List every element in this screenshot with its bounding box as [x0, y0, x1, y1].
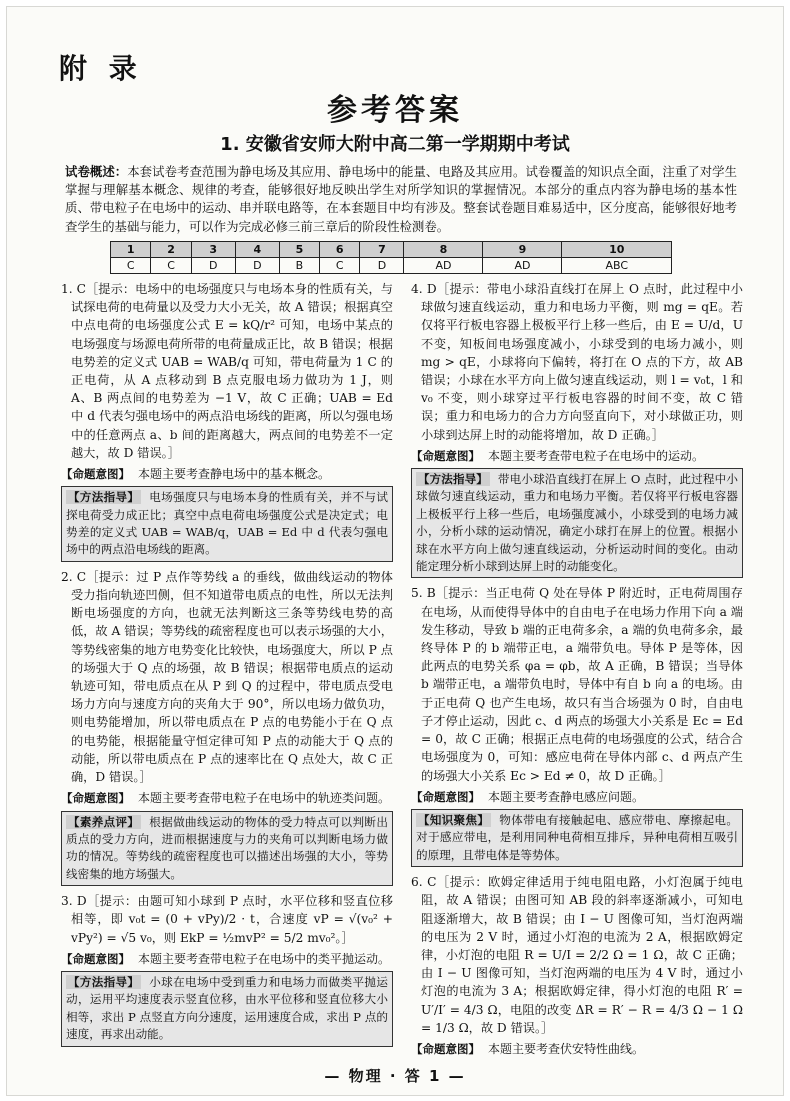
- box-tag: 【知识聚焦】: [418, 812, 490, 827]
- box-tag: 【方法指导】: [418, 472, 488, 487]
- answer-value: C: [151, 258, 191, 274]
- intent-6: [411, 1040, 743, 1058]
- answer-number: 2: [151, 242, 191, 258]
- answer-value: AD: [483, 258, 562, 274]
- box-tag: 【素养点评】: [68, 814, 140, 829]
- intent-text: 本题主要考查伏安特性曲线。: [488, 1041, 645, 1056]
- method-box-3: [61, 971, 393, 1047]
- intent-tag: 【命题意图】: [411, 1041, 480, 1056]
- intent-2: [61, 789, 393, 807]
- box-text: 根据做曲线运动的物体的受力特点可以判断出质点的受力方向，进而根据速度与力的夹角可以判断电场力做功的情况。等势线的疏密程度也可以描述出场强的大小，等势线密集的地方场强大。: [66, 814, 388, 881]
- method-box-1: [61, 486, 393, 562]
- answer-explanation-5: 5. B［提示：当正电荷 Q 处在导体 P 附近时，正电荷周围存在电场，从而使得导体中的自由电子在电场力作用下向 a 端发生移动，导致 b 端的正电荷多余，a 端的负电荷多余，最终导体 P 的 b 端带正电，a 端带负电。导体 P 是等体，因此两点的电势关系 φa = φb，故 A 正确，B 错误；当导体 b 端带正电，a 端带负电时，导体中有自 b 向 a 的电场。由于正电荷 Q 也产生电场，故只有当合场强为 0 时，自由电子才停止运动，因此 c、d 两点的场强大小关系是 Ec = Ed = 0，故 C 正确；根据正点电荷的电场强度的公式，结合合电场强度为 0，可知：感应电荷在导体内部 c、d 两点产生的场强大小关系 Ec > Ed ≠ 0，故 D 正确。］: [411, 586, 743, 783]
- answer-value: D: [360, 258, 404, 274]
- answer-number: 8: [404, 242, 483, 258]
- answer-number: 3: [191, 242, 235, 258]
- intent-text: 本题主要考查带电粒子在电场中的轨迹类问题。: [138, 791, 391, 806]
- method-box-4: [411, 468, 743, 578]
- answer-number: 7: [360, 242, 404, 258]
- answer-page: [6, 6, 784, 1096]
- answer-explanation-6: 6. C［提示：欧姆定律适用于纯电阻电路，小灯泡属于纯电阻，故 A 错误；由图可知 AB 段的斜率逐渐减小，可知电阻逐渐增大，故 B 错误；由 I − U 图像可知，当灯泡两端的电压为 2 V 时，通过小灯泡的电流为 2 A，根据欧姆定律，小灯泡的电阻 R = U/I = 2/2 Ω = 1 Ω，故 C 正确；由 I − U 图像可知，当灯泡两端的电压为 4 V 时，通过小灯泡的电流为 3 A；根据欧姆定律，得小灯泡的电阻 R′ = U′/I′ = 4/3 Ω，电阻的改变 ΔR = R′ − R = 4/3 Ω − 1 Ω = 1/3 Ω，故 D 错误。］: [411, 875, 743, 1035]
- left-column: [61, 280, 393, 1053]
- overview-label: 试卷概述：: [65, 164, 128, 179]
- exam-subtitle: 1. 安徽省安师大附中高二第一学期期中考试: [220, 134, 570, 155]
- exam-overview: [65, 163, 737, 236]
- answer-table-values-row: [111, 258, 672, 274]
- intent-3: [61, 950, 393, 968]
- intent-text: 本题主要考查带电粒子在电场中的类平抛运动。: [138, 951, 391, 966]
- answer-number: 5: [279, 242, 319, 258]
- intent-tag: 【命题意图】: [411, 448, 480, 463]
- appendix-heading: 附 录: [59, 52, 143, 85]
- answer-value: C: [320, 258, 360, 274]
- right-column: [411, 280, 743, 1060]
- intent-4: [411, 447, 743, 465]
- answer-number: 10: [562, 242, 672, 258]
- page-footer: — 物理 · 答 1 —: [324, 1067, 466, 1085]
- overview-text: 本套试卷考查范围为静电场及其应用、静电场中的能量、电路及其应用。试卷覆盖的知识点全面，注重了对学生掌握与理解基本概念、规律的考查，能够很好地反映出学生对所学知识的掌握情况。本部分的重点内容为静电场的基本性质、带电粒子在电场中的运动、串并联电路等，在本套题目中均有涉及。整套试卷题目难易适中，区分度高，能够很好地考查学生的基础与能力，可以作为完成必修三前三章后的阶段性检测卷。: [65, 164, 738, 234]
- literacy-box-2: [61, 811, 393, 887]
- answer-number: 6: [320, 242, 360, 258]
- intent-text: 本题主要考查静电场中的基本概念。: [138, 467, 331, 482]
- answer-explanation-4: 4. D［提示：带电小球沿直线打在屏上 O 点时，此过程中小球做匀速直线运动，重力和电场力平衡，则 mg = qE。若仅将平行板电容器上极板平行上移一些后，由 E = U/d，U 不变，知板间电场强度减小，小球受到的电场力减小，则 mg > qE，小球将向下偏转，将打在 O 点的下方，故 AB 错误；小球在水平方向上做匀速直线运动，则 l = v₀t，l 和 v₀ 不变，则小球穿过平行板电容器的时间不变，故 C 错误；重力和电场力的合力方向竖直向下，对小球做正功，则小球到达屏上时的动能将增加，故 D 正确。］: [411, 282, 743, 442]
- answer-explanation-1: 1. C［提示：电场中的电场强度只与电场本身的性质有关，与试探电荷的电荷量以及受力大小无关，故 A 错误；根据真空中点电荷的电场强度公式 E = kQ/r² 可知，电场中某点的电场强度与场源电荷所带的电荷量成正比，故 B 错误；根据电势差的定义式 UAB = WAB/q 可知，带电荷量为 1 C 的正电荷，从 A 点移动到 B 点克服电场力做功为 1 J，则 A、B 两点间的电势差为 −1 V，故 C 正确；UAB = Ed 中 d 代表匀强电场中的两点沿电场线的距离，所以匀强电场中的任意两点 a、b 间的距离越大，两点间的电势差不一定越大，故 D 错误。］: [61, 282, 393, 460]
- box-tag: 【方法指导】: [68, 490, 140, 505]
- intent-1: [61, 465, 393, 483]
- answer-table-header-row: [111, 242, 672, 258]
- box-tag: 【方法指导】: [68, 974, 140, 989]
- answer-explanation-3: 3. D［提示：由题可知小球到 P 点时，水平位移和竖直位移相等，即 v₀t = (0 + vPy)/2 · t，合速度 vP = √(v₀² + vPy²) = √5 v₀，则 EkP = ½mvP² = 5/2 mv₀²。］: [61, 894, 393, 945]
- answer-explanation-2: 2. C［提示：过 P 点作等势线 a 的垂线，做曲线运动的物体受力指向轨迹凹侧，但不知道带电质点的电性，所以无法判断电场强度的方向，也就无法判断这三条等势线电势的高低，故 A 错误；等势线的疏密程度也可以表示场强的大小，等势线密集的地方电势变化比较快，电场强度大，所以 P 点的场强大于 Q 点的场强，故 B 错误；根据带电质点的运动轨迹可知，带电质点在从 P 到 Q 的过程中，带电质点受电场力方向与速度方向的夹角大于 90°，所以电场力做负功，则电势能增加，所以带电质点在 P 点的电势能小于在 Q 点的电势能，根据能量守恒定律可知 P 点的动能大于 Q 点的动能，所以带电质点在 P 点的速率比在 Q 点处大，故 C 正确，D 错误。］: [61, 569, 393, 785]
- intent-text: 本题主要考查静电感应问题。: [488, 789, 645, 804]
- knowledge-box-5: [411, 809, 743, 867]
- answer-value: ABC: [562, 258, 672, 274]
- intent-5: [411, 788, 743, 806]
- answer-value: D: [235, 258, 279, 274]
- answer-value: D: [191, 258, 235, 274]
- intent-tag: 【命题意图】: [61, 467, 130, 482]
- intent-tag: 【命题意图】: [61, 951, 130, 966]
- intent-tag: 【命题意图】: [61, 791, 130, 806]
- box-text: 电场强度只与电场本身的性质有关，并不与试探电荷受力成正比；真空中点电荷电场强度公式是决定式；电势差的定义式 UAB = WAB/q，UAB = Ed 中 d 代表匀强电场中的两点沿电场线的距离。: [66, 490, 388, 557]
- answer-number: 9: [483, 242, 562, 258]
- answer-value: C: [111, 258, 151, 274]
- box-text: 带电小球沿直线打在屏上 O 点时，此过程中小球做匀速直线运动，重力和电场力平衡。若仅将平行板电容器上极板平行上移一些后，电场强度减小，小球受到的电场力减小，分析小球的运动情况，确定小球打在屏上的位置。根据小球在水平方向上做匀速直线运动，分析运动时间的变化。由动能定理分析小球到达屏上时的动能变化。: [416, 472, 738, 574]
- intent-tag: 【命题意图】: [411, 789, 480, 804]
- box-text: 小球在电场中受到重力和电场力而做类平抛运动，运用平均速度表示竖直位移，由水平位移和竖直位移大小相等，求出 P 点竖直方向分速度，运用速度合成，求出 P 点的速度，再求出动能。: [66, 974, 388, 1042]
- answer-value: AD: [404, 258, 483, 274]
- answer-number: 4: [235, 242, 279, 258]
- answer-table: [110, 241, 672, 274]
- answer-number: 1: [111, 242, 151, 258]
- page-title: 参考答案: [327, 93, 463, 128]
- box-text: 物体带电有接触起电、感应带电、摩擦起电。对于感应带电，是利用同种电荷相互排斥，异种电荷相互吸引的原理，且带电体是等势体。: [416, 812, 738, 862]
- answer-value: B: [279, 258, 319, 274]
- intent-text: 本题主要考查带电粒子在电场中的运动。: [488, 448, 705, 463]
